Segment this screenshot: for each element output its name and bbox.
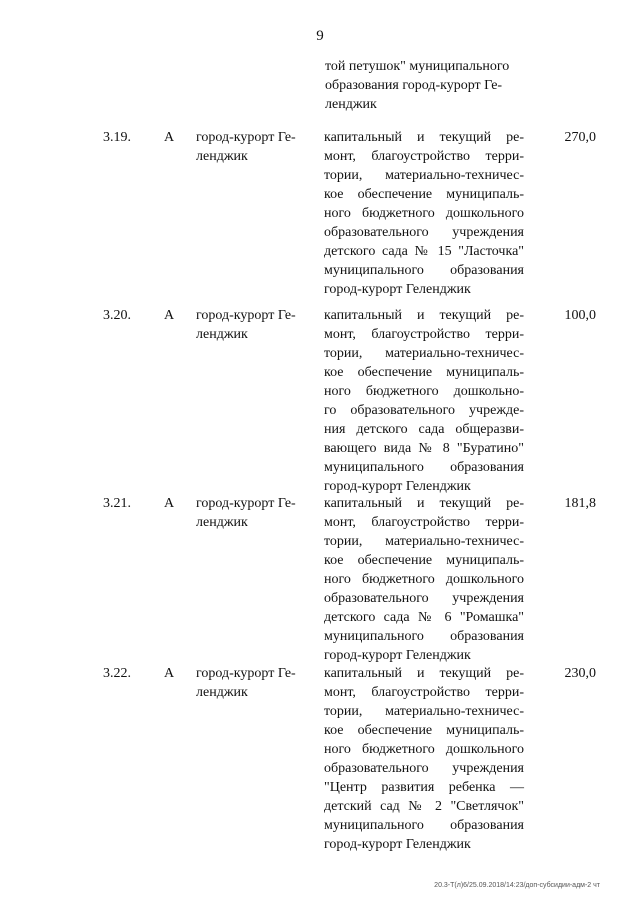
row-description <box>324 664 524 854</box>
row-number: 3.21. <box>103 496 131 511</box>
row-description <box>324 306 524 496</box>
description-line: монт, благоустройство терри- <box>324 327 524 342</box>
description-line: город-курорт Геленджик <box>324 282 471 297</box>
row-territory <box>196 128 314 166</box>
description-line: монт, благоустройство терри- <box>324 685 524 700</box>
description-line: тории, материально-техничес- <box>324 534 524 549</box>
description-line: тории, материально-техничес- <box>324 168 524 183</box>
row-amount: 181,8 <box>564 496 596 511</box>
description-line: образовательного учреждения <box>324 761 524 776</box>
page-number: 9 <box>316 28 324 44</box>
territory-line: ленджик <box>196 149 248 164</box>
row-category: А <box>164 666 175 681</box>
description-line: ния детского сада общеразви- <box>324 422 524 437</box>
row-amount: 100,0 <box>564 308 596 323</box>
continuation-line: той петушок" муниципального <box>325 59 510 74</box>
description-line: тории, материально-техничес- <box>324 704 524 719</box>
footer-note: 20.3-Т(л)6/25.09.2018/14:23/доп-субсидии-адм-2 чт <box>434 882 600 889</box>
description-line: кое обеспечение муниципаль- <box>324 723 524 738</box>
table-row <box>0 494 640 663</box>
territory-line: город-курорт Ге- <box>196 496 296 511</box>
description-line: капитальный и текущий ре- <box>324 496 524 511</box>
description-line: муниципального образования <box>324 263 524 278</box>
territory-line: город-курорт Ге- <box>196 666 296 681</box>
row-amount: 270,0 <box>564 130 596 145</box>
description-line: капитальный и текущий ре- <box>324 666 524 681</box>
row-number: 3.20. <box>103 308 131 323</box>
continuation-text <box>325 57 523 114</box>
description-line: капитальный и текущий ре- <box>324 130 524 145</box>
row-amount: 230,0 <box>564 666 596 681</box>
table-row <box>0 306 640 494</box>
row-number: 3.22. <box>103 666 131 681</box>
description-line: образовательного учреждения <box>324 225 524 240</box>
table-row <box>0 664 640 852</box>
territory-line: ленджик <box>196 327 248 342</box>
description-line: кое обеспечение муниципаль- <box>324 553 524 568</box>
description-line: ного бюджетного дошкольно- <box>324 384 524 399</box>
description-line: детский сад № 2 "Светлячок" <box>324 799 524 814</box>
table-row <box>0 128 640 297</box>
description-line: муниципального образования <box>324 629 524 644</box>
description-line: муниципального образования <box>324 818 524 833</box>
row-number: 3.19. <box>103 130 131 145</box>
description-line: ного бюджетного дошкольного <box>324 742 524 757</box>
row-description <box>324 128 524 299</box>
description-line: кое обеспечение муниципаль- <box>324 365 524 380</box>
description-line: кое обеспечение муниципаль- <box>324 187 524 202</box>
row-category: А <box>164 308 175 323</box>
row-territory <box>196 306 314 344</box>
description-line: город-курорт Геленджик <box>324 479 471 494</box>
row-category: А <box>164 496 175 511</box>
description-line: город-курорт Геленджик <box>324 648 471 663</box>
territory-line: город-курорт Ге- <box>196 130 296 145</box>
description-line: монт, благоустройство терри- <box>324 149 524 164</box>
territory-line: город-курорт Ге- <box>196 308 296 323</box>
description-line: муниципального образования <box>324 460 524 475</box>
territory-line: ленджик <box>196 685 248 700</box>
description-line: монт, благоустройство терри- <box>324 515 524 530</box>
description-line: ного бюджетного дошкольного <box>324 206 524 221</box>
row-territory <box>196 664 314 702</box>
description-line: ного бюджетного дошкольного <box>324 572 524 587</box>
description-line: вающего вида № 8 "Буратино" <box>324 441 524 456</box>
description-line: образовательного учреждения <box>324 591 524 606</box>
row-category: А <box>164 130 175 145</box>
description-line: го образовательного учрежде- <box>324 403 524 418</box>
row-territory <box>196 494 314 532</box>
description-line: детского сада № 6 "Ромашка" <box>324 610 524 625</box>
description-line: капитальный и текущий ре- <box>324 308 524 323</box>
description-line: город-курорт Геленджик <box>324 837 471 852</box>
territory-line: ленджик <box>196 515 248 530</box>
description-line: детского сада № 15 "Ласточка" <box>324 244 524 259</box>
continuation-line: образования город-курорт Ге- <box>325 78 503 93</box>
row-description <box>324 494 524 665</box>
description-line: тории, материально-техничес- <box>324 346 524 361</box>
description-line: "Центр развития ребенка — <box>324 780 524 795</box>
continuation-line: ленджик <box>325 97 377 112</box>
